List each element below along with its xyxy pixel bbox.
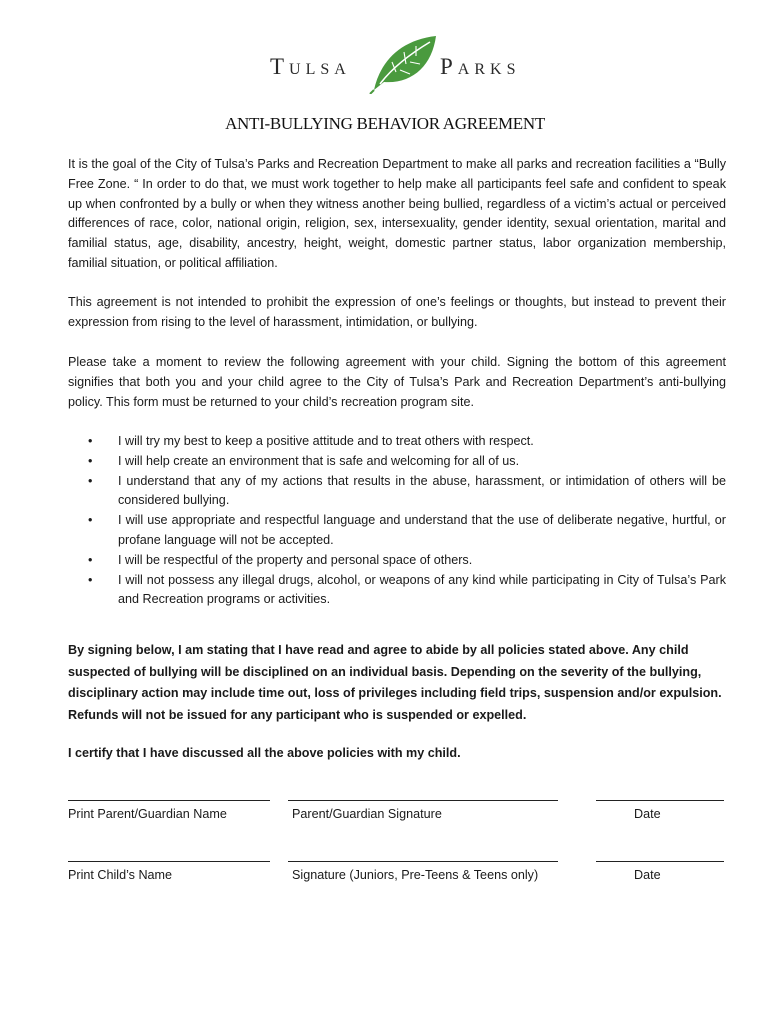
agreement-list — [68, 432, 726, 610]
date-label-1: Date — [634, 807, 661, 821]
date-label-2: Date — [634, 868, 661, 882]
tulsa-parks-logo — [270, 32, 530, 96]
list-item: • I will use appropriate and respectful language and understand that the use of deliberate negative, hurtful, or profane language will not be accepted. — [88, 513, 726, 547]
list-item: • I will try my best to keep a positive attitude and to treat others with respect. — [68, 432, 726, 452]
child-name-label: Print Child’s Name — [68, 868, 173, 882]
parent-name-line[interactable] — [68, 800, 270, 801]
purpose-paragraph: This agreement is not intended to prohibit the expression of one’s feelings or thoughts, but instead to prevent their expression from rising to the level of harassment, intimidation, or bullying. — [68, 295, 726, 329]
instructions-paragraph: Please take a moment to review the following agreement with your child. Signing the bottom of this agreement signifies that both you and your child agree to the City of Tulsa’s Park and Recreation Department’s anti-bullying policy. This form must be returned to your child’s recreation program site. — [68, 355, 726, 409]
bullet-icon: • — [88, 572, 93, 587]
list-item: • I will not possess any illegal drugs, alcohol, or weapons of any kind while participating in City of Tulsa’s Park and Recreation programs or activities. — [88, 572, 726, 607]
parent-signature-label: Parent/Guardian Signature — [292, 807, 442, 821]
parent-name-label: Print Parent/Guardian Name — [68, 807, 227, 821]
bullet-icon: • — [88, 513, 93, 528]
logo-word-parks: Parks — [440, 54, 521, 79]
list-item: • I understand that any of my actions that results in the abuse, harassment, or intimidation of others will be considered bullying. — [88, 473, 726, 508]
certify-statement: I certify that I have discussed all the above policies with my child. — [68, 746, 461, 760]
child-signature-line[interactable] — [288, 861, 558, 862]
bullet-icon: • — [88, 552, 93, 567]
parent-signature-line[interactable] — [288, 800, 558, 801]
signing-statement: By signing below, I am stating that I have read and agree to abide by all policies stated above. Any child suspected of bullying will be disciplined on an individual basis. Depending on the severity of the bullying, disciplinary action may include time out, loss of privileges including field trips, suspension and/or expulsion. Refunds will not be issued for any participant who is suspended or expelled. — [68, 643, 722, 722]
date-line-1[interactable] — [596, 800, 724, 801]
leaf-icon — [366, 32, 438, 94]
bullet-icon: • — [88, 453, 93, 468]
intro-paragraph: It is the goal of the City of Tulsa’s Parks and Recreation Department to make all parks and recreation facilities a “Bully Free Zone. “ In order to do that, we must work together to help make all participants feel safe and confident to speak up when confronted by a bully or when they witness another being bullied, regardless of a victim’s actual or perceived differences of race, color, national origin, religion, sex, intersexuality, gender identity, sexual orientation, marital and familial status, age, disability, ancestry, height, weight, domestic partner status, labor organization membership, familial situation, or political affiliation. — [68, 157, 726, 270]
child-name-line[interactable] — [68, 861, 270, 862]
child-signature-label: Signature (Juniors, Pre-Teens & Teens only) — [292, 868, 539, 882]
bullet-icon: • — [88, 434, 93, 448]
list-item: • I will help create an environment that is safe and welcoming for all of us. — [68, 452, 726, 472]
list-item: • I will be respectful of the property and personal space of others. — [68, 551, 726, 571]
bullet-icon: • — [88, 473, 93, 488]
date-line-2[interactable] — [596, 861, 724, 862]
logo-word-tulsa: Tulsa — [270, 54, 351, 79]
page-title: ANTI-BULLYING BEHAVIOR AGREEMENT — [225, 114, 545, 133]
